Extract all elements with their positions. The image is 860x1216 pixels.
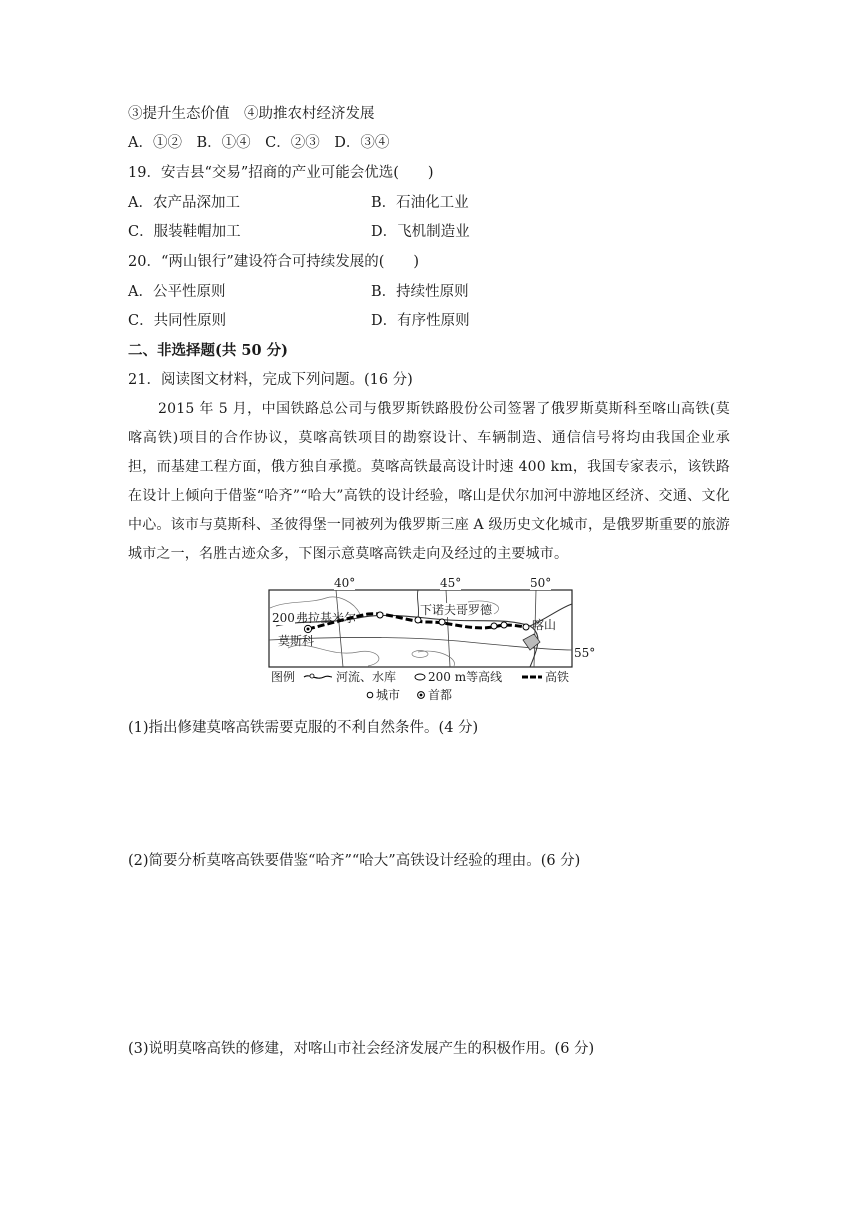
q21-sub3: (3)说明莫喀高铁的修建，对喀山市社会经济发展产生的积极作用。(6 分) — [128, 1041, 595, 1057]
legend-contour-label: 200 m等高线 — [428, 670, 503, 684]
q19-option-c: C．服装鞋帽加工 — [128, 224, 241, 240]
city-label-kazan: 喀山 — [532, 618, 557, 632]
legend-capital-label: 首都 — [428, 688, 453, 702]
capital-marker-dot — [307, 628, 310, 631]
route-map — [268, 578, 598, 708]
contour-label-200: 200 — [272, 611, 295, 625]
q19-option-d: D．飞机制造业 — [371, 224, 470, 240]
q20-option-b: B．持续性原则 — [371, 284, 469, 300]
q19-option-b: B．石油化工业 — [371, 195, 469, 211]
city-marker-kazan — [523, 624, 529, 630]
q21-sub2: (2)简要分析莫喀高铁要借鉴“哈齐”“哈大”高铁设计经验的理由。(6 分) — [128, 853, 581, 869]
q19-stem: 19．安吉县“交易”招商的产业可能会优选( ) — [128, 165, 434, 181]
q21-stem: 21．阅读图文材料，完成下列问题。(16 分) — [128, 372, 413, 388]
legend-title: 图例 — [271, 670, 296, 684]
section-title: 二、非选择题(共 50 分) — [128, 342, 288, 359]
q21-material: 2015 年 5 月，中国铁路总公司与俄罗斯铁路股份公司签署了俄罗斯莫斯科至喀山高铁(莫喀高铁)项目的合作协议，莫喀高铁项目的勘察设计、车辆制造、通信信号将均由我国企业承担，而基建工程方面，俄方独自承揽。莫喀高铁最高设计时速 400 km，我国专家表示，该铁路在设计上倾向于借鉴“哈齐”“哈大”高铁的设计经验，喀山是伏尔加河中游地区经济、交通、文化中心。该市与莫斯科、圣彼得堡一同被列为俄罗斯三座 A 级历史文化城市，是俄罗斯重要的旅游城市之一，名胜古迹众多，下图示意莫喀高铁走向及经过的主要城市。 — [128, 401, 730, 562]
q18-choices: A．①② B．①④ C．②③ D．③④ — [128, 135, 390, 151]
legend-river-symbol — [304, 676, 332, 678]
city-marker — [491, 623, 497, 629]
q18-options-line: ③提升生态价值 ④助推农村经济发展 — [128, 106, 375, 122]
q20-stem: 20．“两山银行”建设符合可持续发展的( ) — [128, 254, 420, 270]
city-label-moscow: 莫斯科 — [278, 634, 315, 648]
city-marker — [415, 617, 421, 623]
lon-label-45: 45° — [440, 576, 462, 590]
legend-rail-label: 高铁 — [545, 670, 570, 684]
q20-option-d: D．有序性原则 — [371, 313, 470, 329]
city-label-nizhny: 下诺夫哥罗德 — [420, 603, 493, 617]
city-marker — [501, 622, 507, 628]
lon-label-40: 40° — [334, 576, 356, 590]
legend-river-label: 河流、水库 — [336, 670, 397, 684]
legend-city-symbol — [367, 692, 373, 698]
q20-option-a: A．公平性原则 — [128, 284, 226, 300]
city-marker-nizhny — [439, 619, 445, 625]
q19-option-a: A．农产品深加工 — [128, 195, 240, 211]
q20-option-c: C．共同性原则 — [128, 313, 227, 329]
lat-label-55: 55° — [574, 646, 596, 660]
legend-contour-symbol — [415, 674, 425, 680]
lon-label-50: 50° — [530, 576, 552, 590]
q21-sub1: (1)指出修建莫喀高铁需要克服的不利自然条件。(4 分) — [128, 720, 479, 736]
legend-city-label: 城市 — [376, 688, 401, 702]
city-marker-vladimir — [377, 612, 383, 618]
city-label-vladimir: 弗拉基米尔 — [296, 611, 357, 625]
